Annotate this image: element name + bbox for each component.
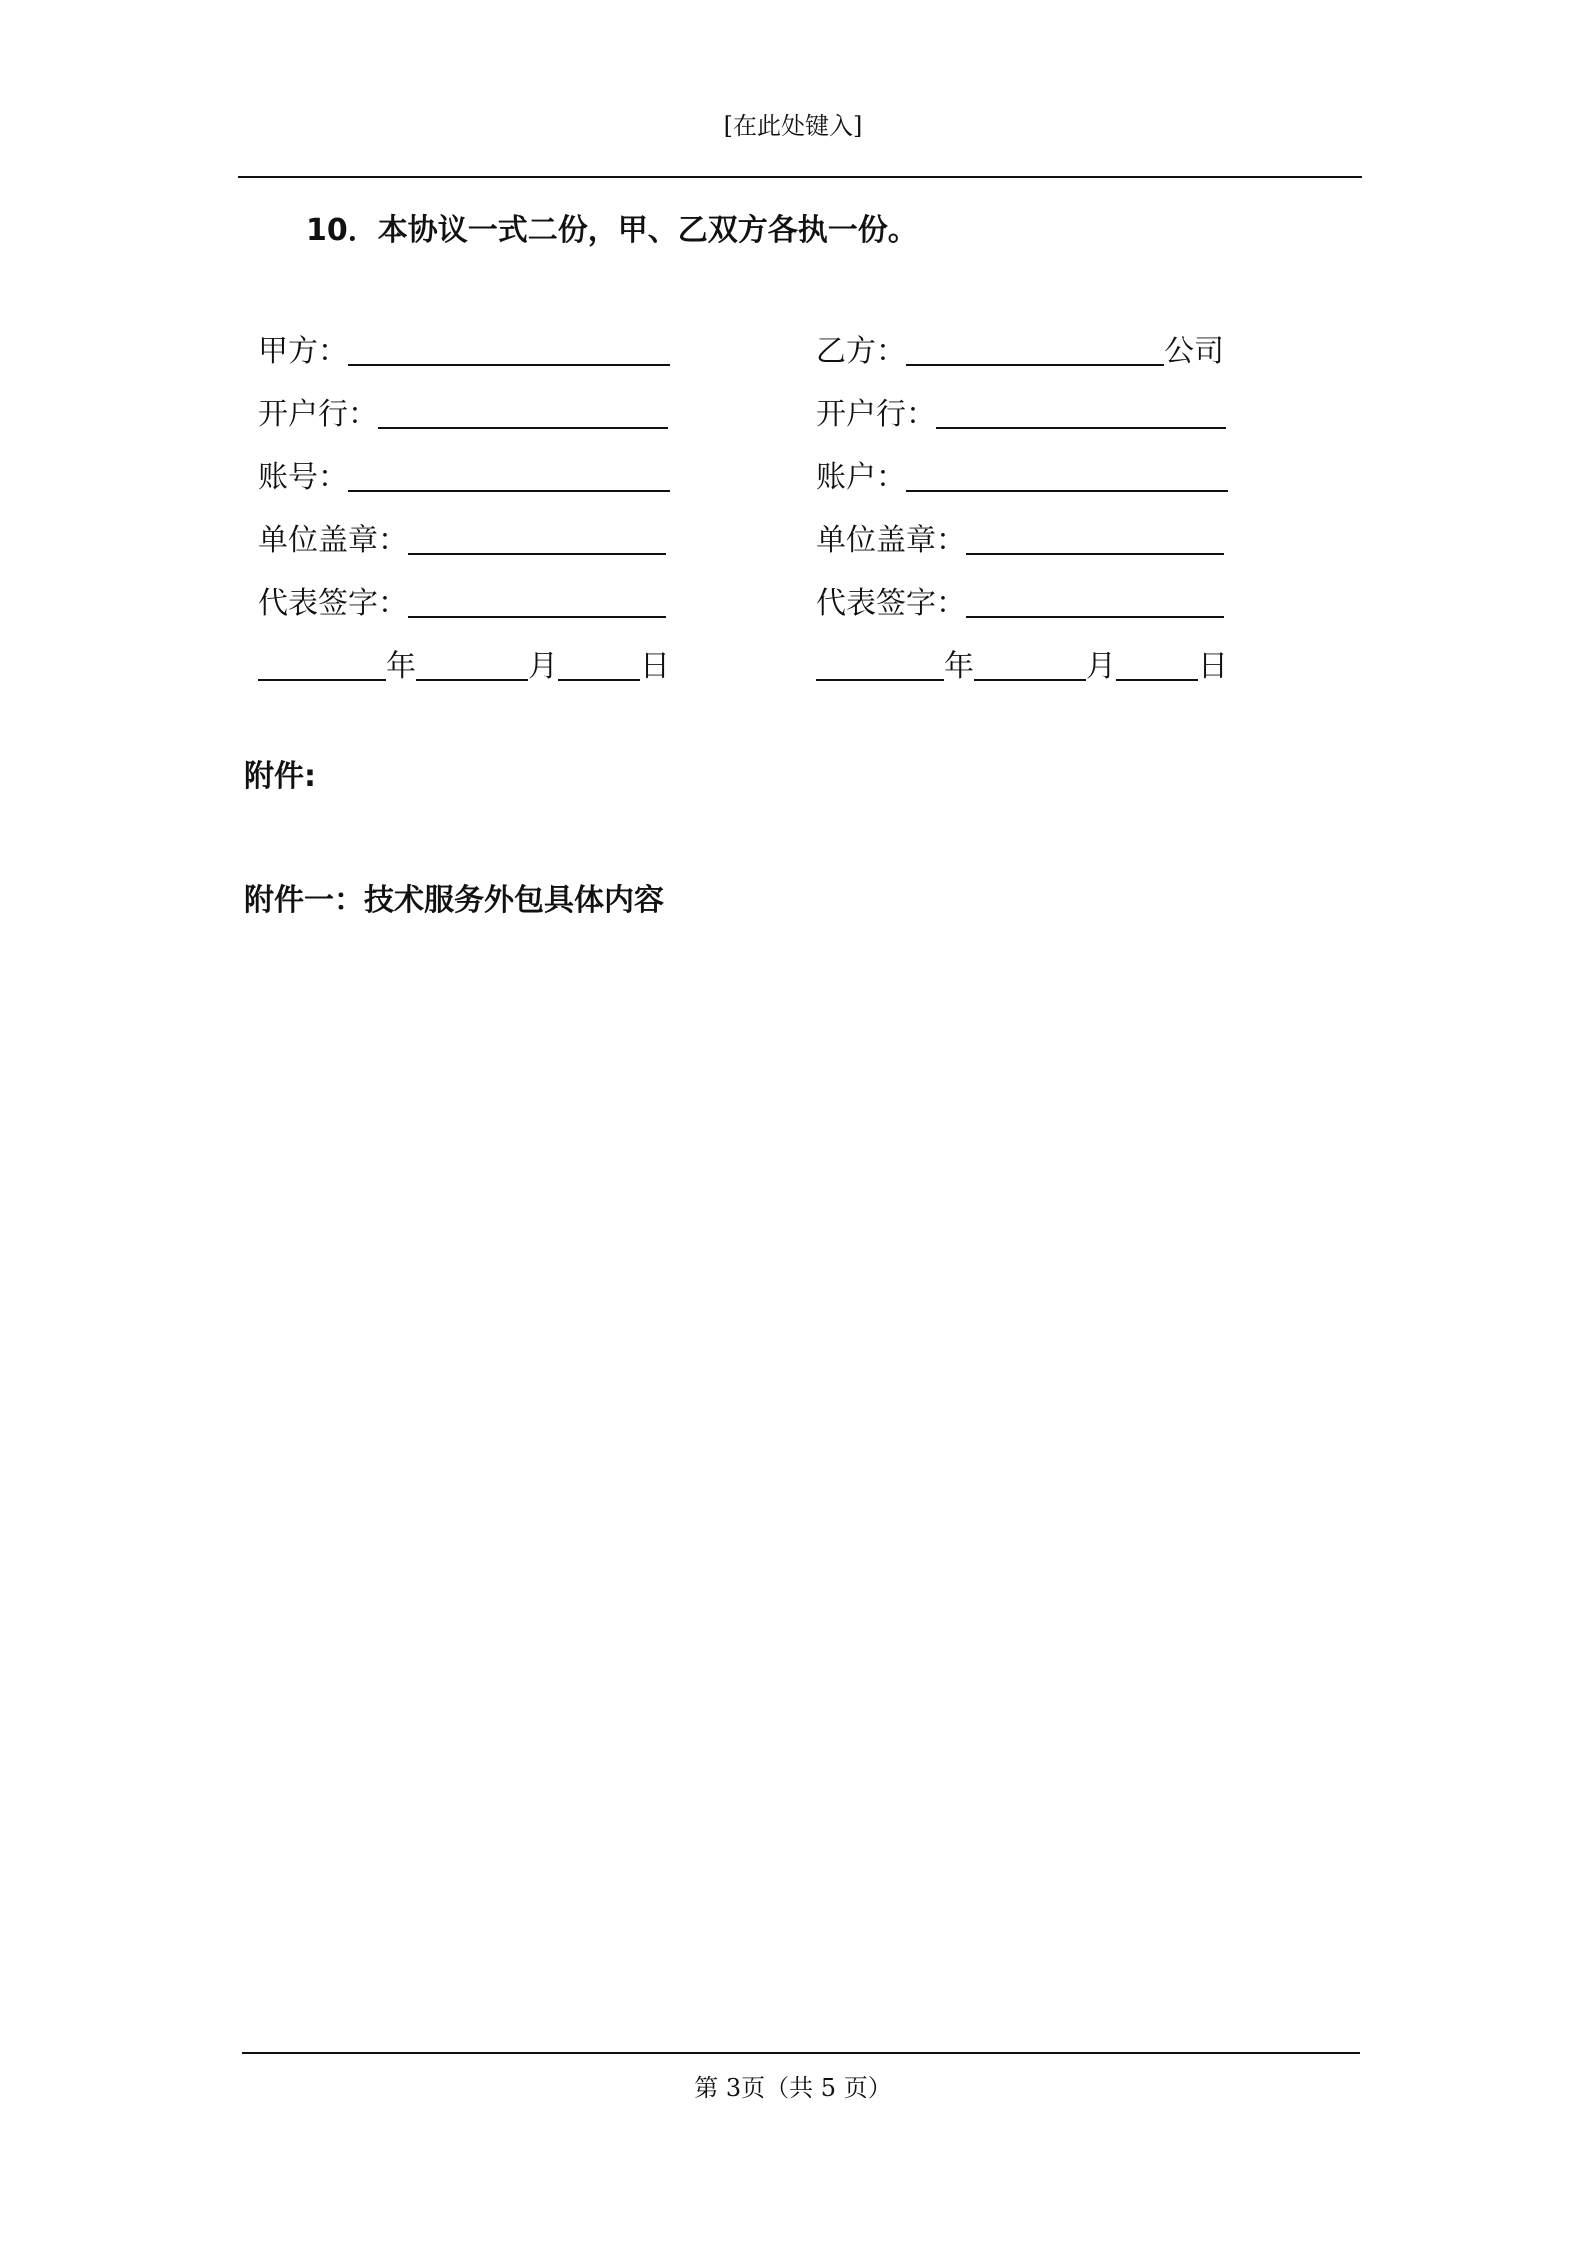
party-b-seal-row — [816, 519, 1224, 561]
party-b-month-label: 月 — [1086, 649, 1116, 684]
party-a-bank-row — [258, 393, 668, 435]
party-a-bank-label: 开户行： — [258, 397, 378, 432]
attachment-1-title: 附件一：技术服务外包具体内容 — [244, 883, 664, 918]
party-a-month-blank — [416, 649, 528, 681]
party-a-month-label: 月 — [528, 649, 558, 684]
party-b-year-blank — [816, 649, 944, 681]
party-a-seal-label: 单位盖章： — [258, 523, 408, 558]
party-b-account-row — [816, 456, 1228, 498]
party-b-account-label: 账户： — [816, 460, 906, 495]
party-b-date-row — [816, 645, 1228, 687]
party-b-seal-blank — [966, 523, 1224, 555]
attachments-heading: 附件: — [244, 759, 316, 794]
party-a-sign-row — [258, 582, 666, 624]
party-b-day-blank — [1116, 649, 1198, 681]
party-b-month-blank — [974, 649, 1086, 681]
party-a-seal-blank — [408, 523, 666, 555]
party-a-account-blank — [348, 460, 670, 492]
party-b-bank-row — [816, 393, 1226, 435]
party-b-name-row — [816, 330, 1224, 372]
party-b-sign-label: 代表签字： — [816, 586, 966, 621]
party-a-year-blank — [258, 649, 386, 681]
party-a-date-row — [258, 645, 670, 687]
party-a-name-row — [258, 330, 670, 372]
party-a-day-blank — [558, 649, 640, 681]
party-b-day-label: 日 — [1198, 649, 1228, 684]
party-a-account-row — [258, 456, 670, 498]
party-a-bank-blank — [378, 397, 668, 429]
party-a-year-label: 年 — [386, 649, 416, 684]
clause-10: 10．本协议一式二份，甲、乙双方各执一份。 — [306, 213, 918, 248]
party-b-bank-blank — [936, 397, 1226, 429]
party-b-bank-label: 开户行： — [816, 397, 936, 432]
party-a-name-label: 甲方： — [258, 334, 348, 369]
page-header: [在此处键入] — [723, 112, 863, 140]
party-a-account-label: 账号： — [258, 460, 348, 495]
party-a-day-label: 日 — [640, 649, 670, 684]
party-b-name-blank — [906, 334, 1164, 366]
page-number: 第 3页（共 5 页） — [694, 2074, 892, 2102]
party-a-sign-label: 代表签字： — [258, 586, 408, 621]
party-a-seal-row — [258, 519, 666, 561]
party-b-year-label: 年 — [944, 649, 974, 684]
party-b-name-label: 乙方： — [816, 334, 906, 369]
party-b-account-blank — [906, 460, 1228, 492]
footer-divider — [242, 2052, 1360, 2054]
party-b-name-suffix: 公司 — [1164, 334, 1224, 369]
header-divider — [238, 176, 1362, 178]
party-a-name-blank — [348, 334, 670, 366]
party-b-seal-label: 单位盖章： — [816, 523, 966, 558]
party-b-sign-row — [816, 582, 1224, 624]
party-a-sign-blank — [408, 586, 666, 618]
party-b-sign-blank — [966, 586, 1224, 618]
